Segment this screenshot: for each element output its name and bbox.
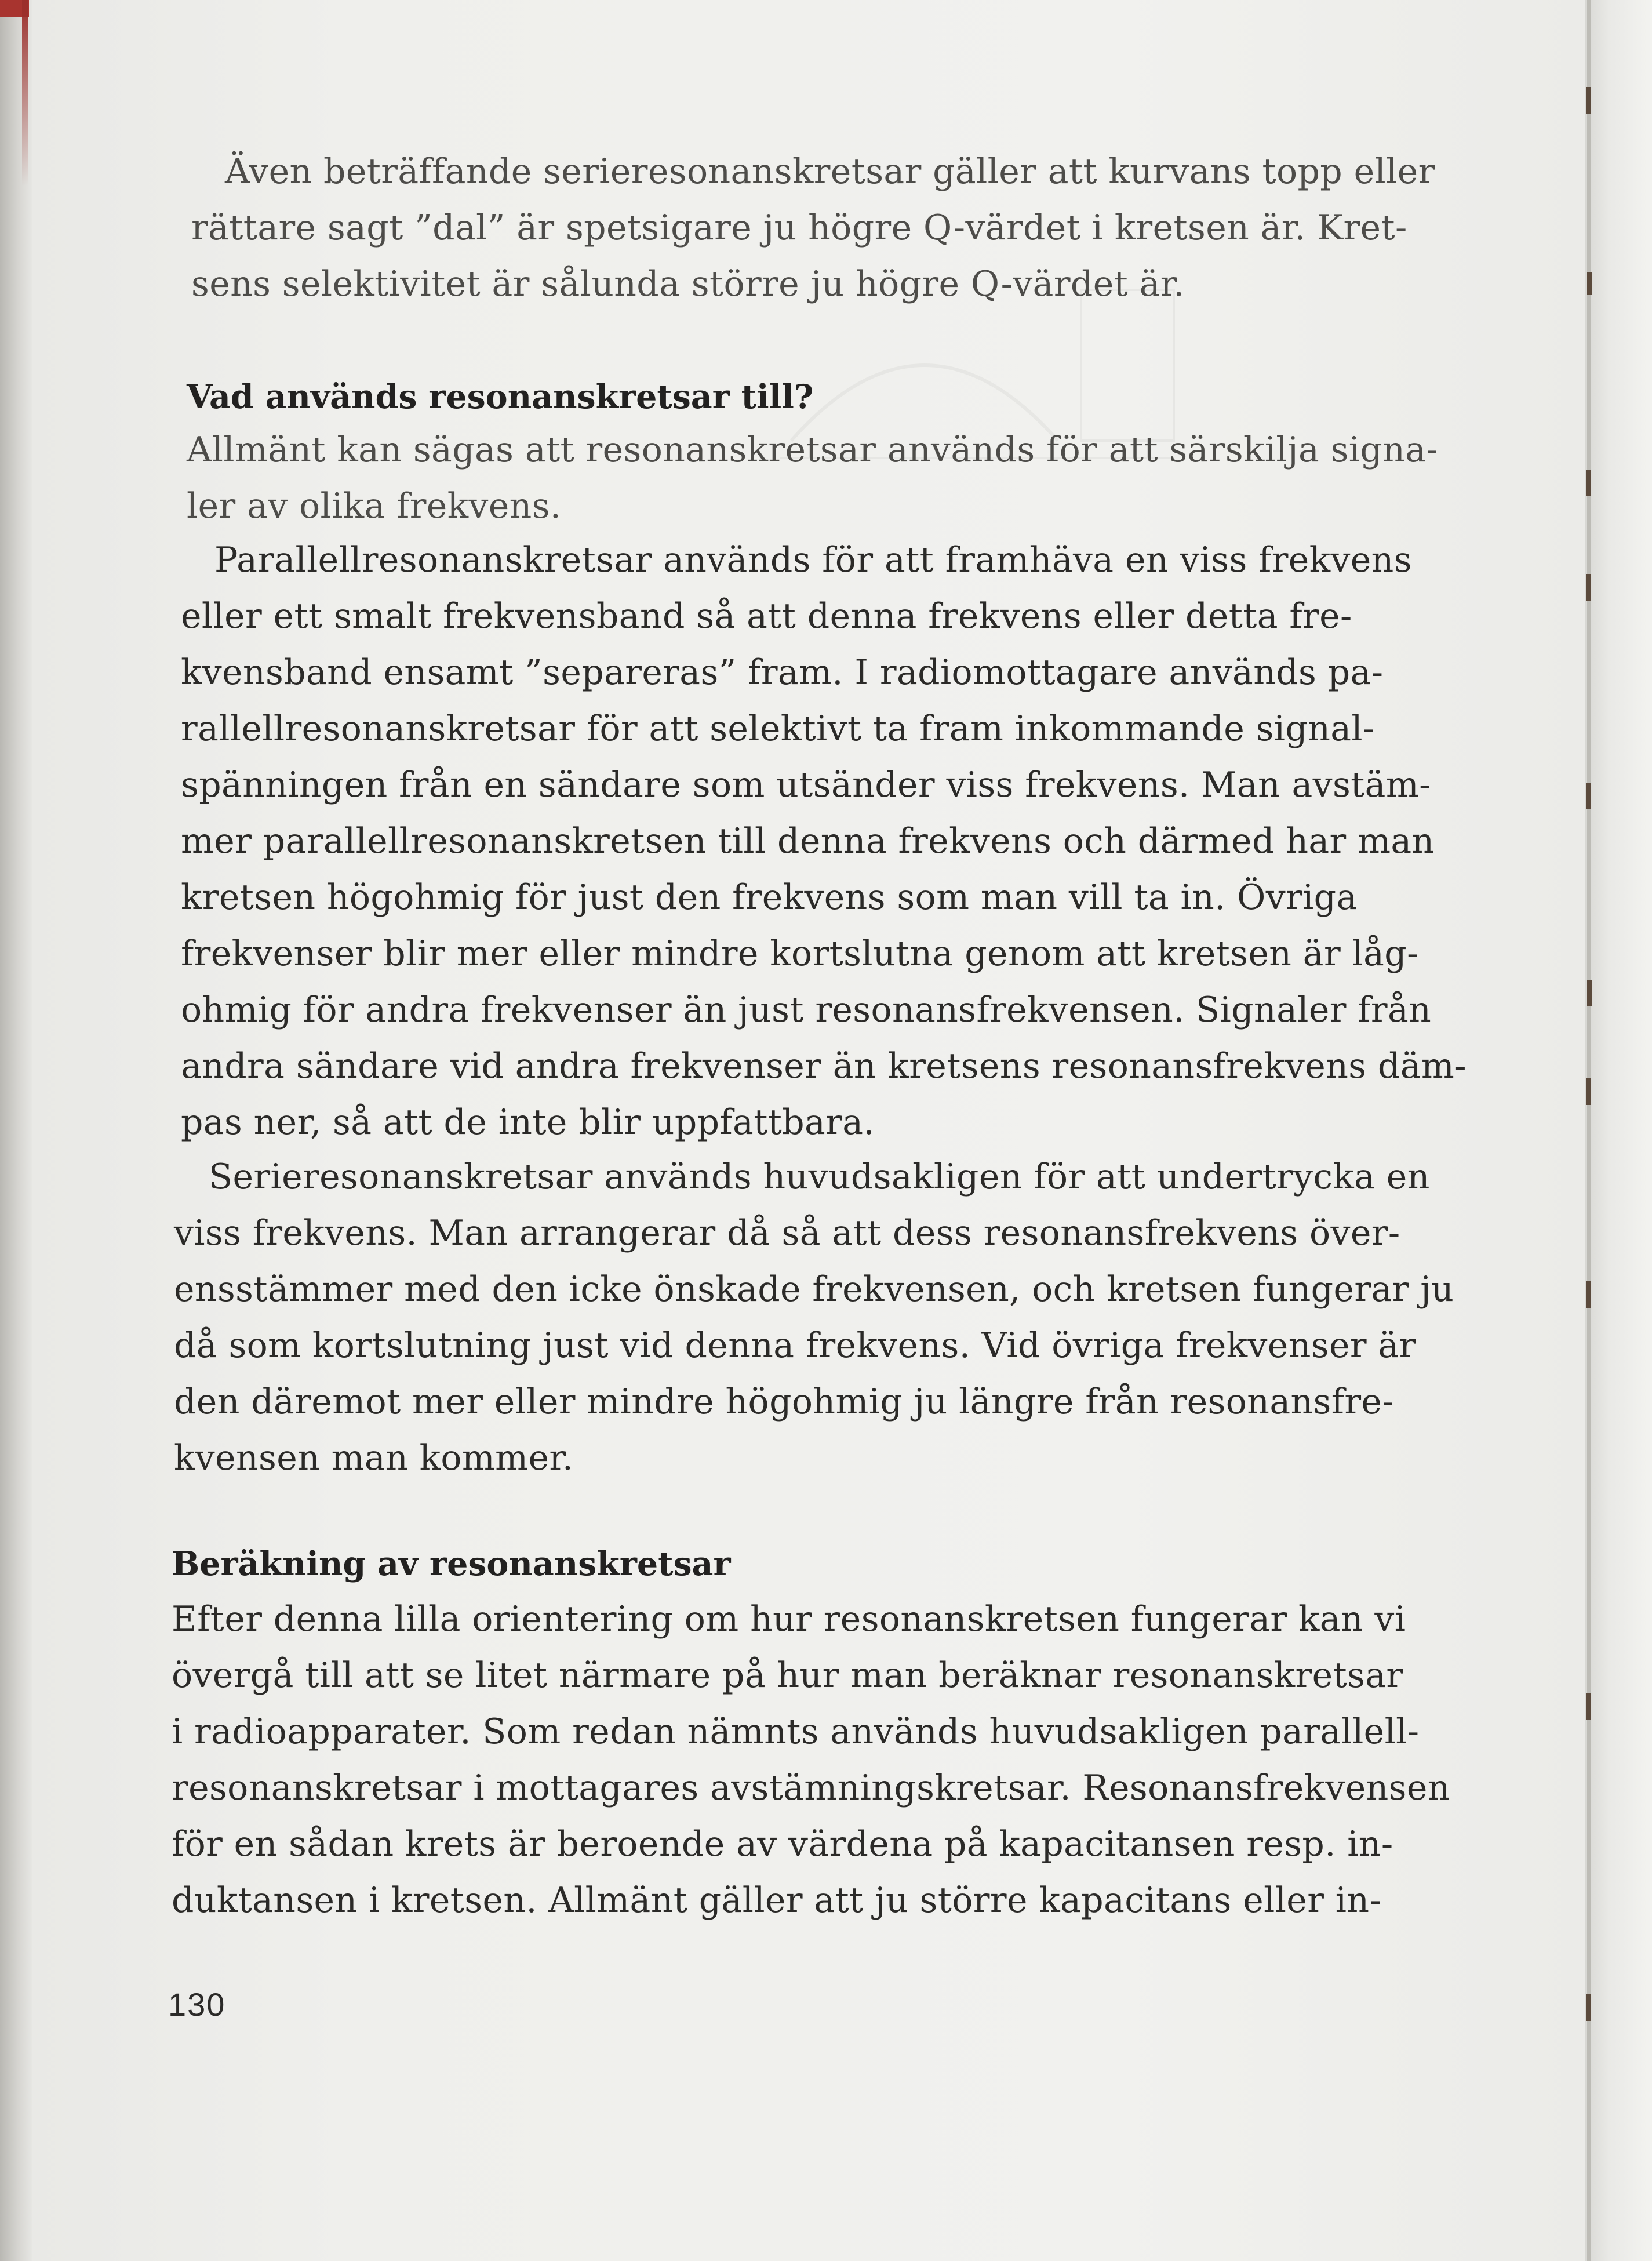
paragraph-series	[174, 1149, 1454, 1486]
edge-mark	[1587, 980, 1592, 1006]
text-line: frekvenser blir mer eller mindre kortslutna genom att kretsen är låg-	[181, 933, 1419, 974]
edge-mark	[1587, 272, 1592, 295]
page-number: 130	[168, 1986, 226, 2023]
text-line: för en sådan krets är beroende av värdena på kapacitansen resp. in-	[172, 1824, 1393, 1864]
text-line: viss frekvens. Man arrangerar då så att dess resonansfrekvens över-	[174, 1213, 1400, 1253]
text-line: ohmig för andra frekvenser än just resonansfrekvensen. Signaler från	[181, 990, 1432, 1030]
text-line: då som kortslutning just vid denna frekvens. Vid övriga frekvenser är	[174, 1325, 1416, 1366]
edge-mark	[1586, 470, 1591, 496]
edge-mark	[1586, 1994, 1591, 2021]
text-line: eller ett smalt frekvensband så att denna frekvens eller detta fre-	[181, 596, 1352, 637]
text-line: kvensband ensamt ”separeras” fram. I radiomottagare används pa-	[181, 652, 1384, 693]
paragraph-intro	[191, 144, 1435, 312]
text-line: övergå till att se litet närmare på hur man beräknar resonanskretsar	[172, 1655, 1403, 1696]
text-line: Allmänt kan sägas att resonanskretsar används för att särskilja signa-	[187, 430, 1439, 470]
binding-cover-edge	[22, 0, 28, 186]
text-line: duktansen i kretsen. Allmänt gäller att ju större kapacitans eller in-	[172, 1880, 1382, 1921]
paragraph-parallel	[181, 532, 1467, 1151]
text-line: rallellresonanskretsar för att selektivt ta fram inkommande signal-	[181, 708, 1375, 749]
text-line: ler av olika frekvens.	[187, 486, 562, 526]
text-line: mer parallellresonanskretsen till denna frekvens och därmed har man	[181, 821, 1435, 861]
text-line: kvensen man kommer.	[174, 1438, 574, 1478]
text-line: pas ner, så att de inte blir uppfattbara.	[181, 1102, 875, 1143]
text-line: rättare sagt ”dal” är spetsigare ju högre Q-värdet i kretsen är. Kret-	[191, 208, 1407, 248]
paragraph-usage	[187, 422, 1438, 535]
book-binding	[0, 0, 32, 2261]
fore-edge-line	[1587, 0, 1591, 2261]
text-line: spänningen från en sändare som utsänder viss frekvens. Man avstäm-	[181, 765, 1431, 805]
text-line: Även beträffande serieresonanskretsar gäller att kurvans topp eller	[225, 151, 1435, 192]
paragraph-calc	[172, 1591, 1450, 1929]
text-line: Serieresonanskretsar används huvudsakligen för att undertrycka en	[209, 1157, 1430, 1197]
edge-mark	[1586, 1693, 1591, 1720]
edge-mark	[1586, 1281, 1591, 1308]
edge-mark	[1586, 574, 1591, 601]
section-heading: Vad används resonanskretsar till?	[187, 377, 814, 416]
edge-mark	[1586, 87, 1591, 114]
text-line: resonanskretsar i mottagares avstämningskretsar. Resonansfrekvensen	[172, 1768, 1450, 1808]
text-line: kretsen högohmig för just den frekvens som man vill ta in. Övriga	[181, 877, 1358, 918]
text-line: Efter denna lilla orientering om hur resonanskretsen fungerar kan vi	[172, 1599, 1406, 1640]
text-line: sens selektivitet är sålunda större ju högre Q-värdet är.	[191, 264, 1185, 304]
page-fore-edge	[1585, 0, 1652, 2261]
text-line: i radioapparater. Som redan nämnts används huvudsakligen parallell-	[172, 1711, 1420, 1752]
text-line: andra sändare vid andra frekvenser än kretsens resonansfrekvens däm-	[181, 1046, 1467, 1086]
text-line: den däremot mer eller mindre högohmig ju längre från resonansfre-	[174, 1382, 1394, 1422]
edge-mark	[1586, 1078, 1591, 1105]
edge-mark	[1586, 783, 1591, 809]
section-heading: Beräkning av resonanskretsar	[172, 1544, 731, 1583]
text-line: Parallellresonanskretsar används för att framhäva en viss frekvens	[214, 540, 1412, 580]
text-line: ensstämmer med den icke önskade frekvensen, och kretsen fungerar ju	[174, 1269, 1454, 1310]
